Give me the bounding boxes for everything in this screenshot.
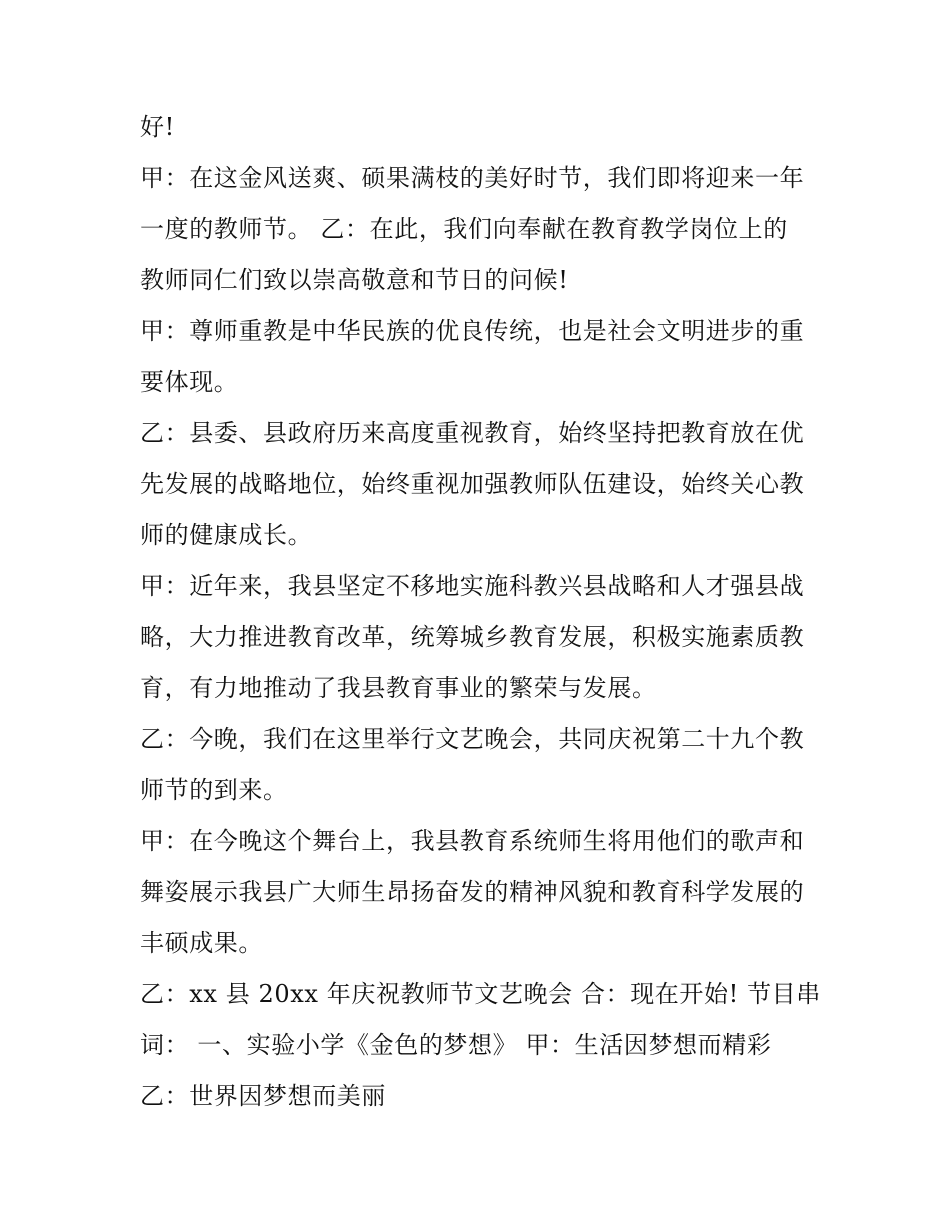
text-line: 乙：县委、县政府历来高度重视教育，始终坚持把教育放在优 xyxy=(140,419,805,447)
text-line: 甲：尊师重教是中华民族的优良传统，也是社会文明进步的重 xyxy=(140,317,805,345)
text-line: 师的健康成长。 xyxy=(140,521,313,549)
text-line: 师节的到来。 xyxy=(140,776,288,804)
text-line: 乙：xx 县 20xx 年庆祝教师节文艺晚会 合：现在开始! 节目串 xyxy=(140,980,821,1008)
text-line: 丰硕成果。 xyxy=(140,929,263,957)
text-line: 要体现。 xyxy=(140,368,239,396)
text-line: 甲：近年来，我县坚定不移地实施科教兴县战略和人才强县战 xyxy=(140,572,805,600)
text-line: 先发展的战略地位，始终重视加强教师队伍建设，始终关心教 xyxy=(140,470,805,498)
text-line: 好! xyxy=(140,113,175,141)
text-line: 教师同仁们致以崇高敬意和节日的问候! xyxy=(140,266,569,294)
document-body xyxy=(140,102,830,1122)
text-line: 乙：世界因梦想而美丽 xyxy=(140,1082,386,1110)
text-line: 一度的教师节。 乙：在此，我们向奉献在教育教学岗位上的 xyxy=(140,215,788,243)
text-line: 乙：今晚，我们在这里举行文艺晚会，共同庆祝第二十九个教 xyxy=(140,725,805,753)
text-line: 词： 一、实验小学《金色的梦想》 甲：生活因梦想而精彩 xyxy=(140,1031,772,1059)
text-line: 甲：在这金风送爽、硕果满枝的美好时节，我们即将迎来一年 xyxy=(140,164,805,192)
text-line: 略，大力推进教育改革，统筹城乡教育发展，积极实施素质教 xyxy=(140,623,805,651)
text-line: 甲：在今晚这个舞台上，我县教育系统师生将用他们的歌声和 xyxy=(140,827,805,855)
text-line: 育，有力地推动了我县教育事业的繁荣与发展。 xyxy=(140,674,657,702)
text-line: 舞姿展示我县广大师生昂扬奋发的精神风貌和教育科学发展的 xyxy=(140,878,805,906)
